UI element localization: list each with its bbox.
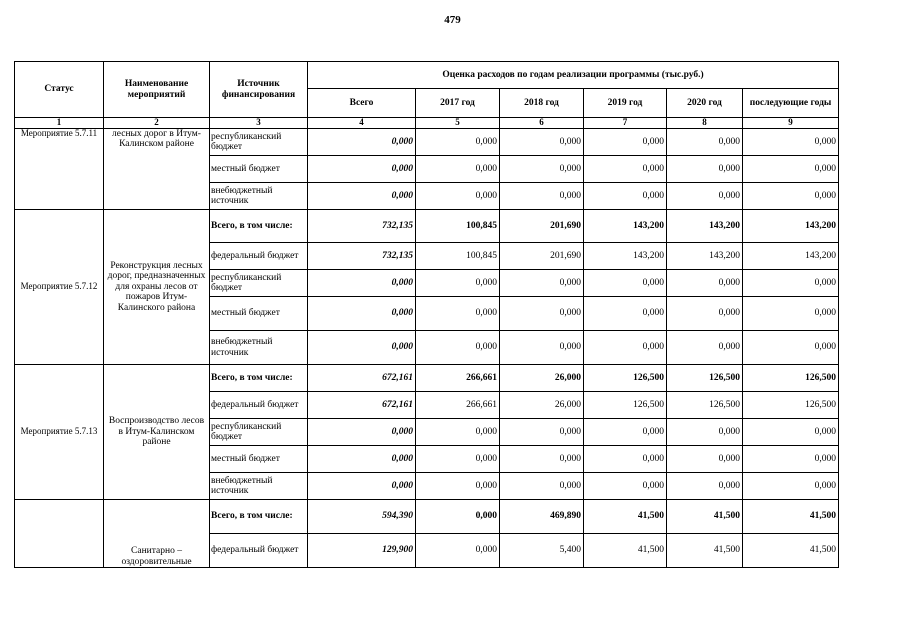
status-cell: Мероприятие 5.7.12 (15, 210, 104, 365)
year-value-cell: 0,000 (743, 156, 839, 183)
col-number: 9 (743, 118, 839, 129)
source-cell: внебюджетный источник (210, 183, 308, 210)
source-cell: Всего, в том числе: (210, 500, 308, 534)
year-value-cell: 469,890 (500, 500, 584, 534)
total-value-cell: 594,390 (308, 500, 416, 534)
total-value-cell: 0,000 (308, 270, 416, 297)
header-source: Источник финансирования (210, 62, 308, 118)
col-number: 4 (308, 118, 416, 129)
source-cell: республиканский бюджет (210, 270, 308, 297)
year-value-cell: 0,000 (584, 419, 667, 446)
year-value-cell: 0,000 (743, 129, 839, 156)
col-number: 6 (500, 118, 584, 129)
year-value-cell: 0,000 (416, 331, 500, 365)
total-value-cell: 0,000 (308, 473, 416, 500)
year-value-cell: 0,000 (667, 156, 743, 183)
year-value-cell: 0,000 (667, 331, 743, 365)
year-value-cell: 5,400 (500, 534, 584, 568)
col-number: 5 (416, 118, 500, 129)
total-value-cell: 0,000 (308, 446, 416, 473)
total-value-cell: 0,000 (308, 419, 416, 446)
year-value-cell: 0,000 (584, 156, 667, 183)
page-number: 479 (444, 14, 461, 26)
col-number: 7 (584, 118, 667, 129)
header-2017: 2017 год (416, 89, 500, 118)
year-value-cell: 0,000 (743, 419, 839, 446)
year-value-cell: 0,000 (743, 331, 839, 365)
total-value-cell: 0,000 (308, 156, 416, 183)
table-row (15, 365, 839, 392)
table-body (15, 129, 839, 568)
year-value-cell: 143,200 (743, 243, 839, 270)
table-row (15, 210, 839, 243)
year-value-cell: 0,000 (500, 331, 584, 365)
year-value-cell: 41,500 (743, 500, 839, 534)
year-value-cell: 0,000 (667, 183, 743, 210)
col-number: 1 (15, 118, 104, 129)
year-value-cell: 0,000 (500, 297, 584, 331)
source-cell: внебюджетный источник (210, 331, 308, 365)
status-cell (15, 500, 104, 568)
source-cell: республиканский бюджет (210, 129, 308, 156)
col-number: 2 (104, 118, 210, 129)
year-value-cell: 26,000 (500, 392, 584, 419)
year-value-cell: 41,500 (667, 500, 743, 534)
header-name: Наименование мероприятий (104, 62, 210, 118)
measure-name-cell: Реконструкция лесных дорог, предназначенных для охраны лесов от пожаров Итум-Калинского района (104, 210, 210, 365)
year-value-cell: 0,000 (584, 473, 667, 500)
year-value-cell: 266,661 (416, 365, 500, 392)
year-value-cell: 0,000 (416, 129, 500, 156)
year-value-cell: 41,500 (584, 534, 667, 568)
year-value-cell: 143,200 (743, 210, 839, 243)
year-value-cell: 0,000 (584, 297, 667, 331)
measure-name-cell: Санитарно – оздоровительные (104, 500, 210, 568)
header-2018: 2018 год (500, 89, 584, 118)
measure-name-cell: Воспроизводство лесов в Итум-Калинском районе (104, 365, 210, 500)
total-value-cell: 0,000 (308, 331, 416, 365)
year-value-cell: 0,000 (667, 473, 743, 500)
year-value-cell: 143,200 (584, 210, 667, 243)
year-value-cell: 0,000 (416, 534, 500, 568)
total-value-cell: 732,135 (308, 243, 416, 270)
table-row (15, 129, 839, 156)
total-value-cell: 732,135 (308, 210, 416, 243)
year-value-cell: 0,000 (584, 331, 667, 365)
year-value-cell: 126,500 (667, 365, 743, 392)
year-value-cell: 0,000 (584, 129, 667, 156)
header-total: Всего (308, 89, 416, 118)
year-value-cell: 0,000 (667, 270, 743, 297)
total-value-cell: 0,000 (308, 129, 416, 156)
col-number: 8 (667, 118, 743, 129)
col-number: 3 (210, 118, 308, 129)
year-value-cell: 143,200 (584, 243, 667, 270)
total-value-cell: 672,161 (308, 365, 416, 392)
year-value-cell: 0,000 (667, 129, 743, 156)
year-value-cell: 0,000 (584, 446, 667, 473)
year-value-cell: 126,500 (743, 392, 839, 419)
year-value-cell: 41,500 (667, 534, 743, 568)
year-value-cell: 0,000 (416, 297, 500, 331)
measure-name-cell: лесных дорог в Итум-Калинском районе (104, 129, 210, 210)
year-value-cell: 0,000 (500, 446, 584, 473)
year-value-cell: 0,000 (500, 473, 584, 500)
year-value-cell: 0,000 (667, 419, 743, 446)
total-value-cell: 129,900 (308, 534, 416, 568)
year-value-cell: 0,000 (667, 297, 743, 331)
year-value-cell: 126,500 (584, 392, 667, 419)
total-value-cell: 0,000 (308, 297, 416, 331)
year-value-cell: 201,690 (500, 243, 584, 270)
source-cell: Всего, в том числе: (210, 365, 308, 392)
year-value-cell: 26,000 (500, 365, 584, 392)
year-value-cell: 143,200 (667, 243, 743, 270)
year-value-cell: 126,500 (667, 392, 743, 419)
year-value-cell: 0,000 (500, 156, 584, 183)
year-value-cell: 0,000 (416, 183, 500, 210)
year-value-cell: 0,000 (743, 446, 839, 473)
header-2019: 2019 год (584, 89, 667, 118)
year-value-cell: 0,000 (743, 473, 839, 500)
year-value-cell: 201,690 (500, 210, 584, 243)
source-cell: внебюджетный источник (210, 473, 308, 500)
year-value-cell: 0,000 (743, 270, 839, 297)
year-value-cell: 0,000 (416, 446, 500, 473)
status-cell: Мероприятие 5.7.11 (15, 129, 104, 210)
header-estimate: Оценка расходов по годам реализации программы (тыс.руб.) (308, 62, 839, 89)
year-value-cell: 0,000 (416, 270, 500, 297)
year-value-cell: 0,000 (743, 183, 839, 210)
header-2020: 2020 год (667, 89, 743, 118)
year-value-cell: 0,000 (500, 183, 584, 210)
total-value-cell: 0,000 (308, 183, 416, 210)
status-cell: Мероприятие 5.7.13 (15, 365, 104, 500)
year-value-cell: 143,200 (667, 210, 743, 243)
source-cell: Всего, в том числе: (210, 210, 308, 243)
year-value-cell: 0,000 (500, 270, 584, 297)
table-row (15, 500, 839, 534)
year-value-cell: 0,000 (743, 297, 839, 331)
source-cell: местный бюджет (210, 156, 308, 183)
year-value-cell: 0,000 (500, 419, 584, 446)
year-value-cell: 41,500 (743, 534, 839, 568)
year-value-cell: 0,000 (584, 270, 667, 297)
year-value-cell: 0,000 (584, 183, 667, 210)
year-value-cell: 0,000 (500, 129, 584, 156)
source-cell: местный бюджет (210, 446, 308, 473)
header-status: Статус (15, 62, 104, 118)
source-cell: местный бюджет (210, 297, 308, 331)
source-cell: республиканский бюджет (210, 419, 308, 446)
budget-table (14, 61, 839, 568)
year-value-cell: 0,000 (416, 419, 500, 446)
year-value-cell: 0,000 (667, 446, 743, 473)
year-value-cell: 126,500 (584, 365, 667, 392)
year-value-cell: 0,000 (416, 473, 500, 500)
year-value-cell: 0,000 (416, 156, 500, 183)
total-value-cell: 672,161 (308, 392, 416, 419)
header-later: последующие годы (743, 89, 839, 118)
year-value-cell: 41,500 (584, 500, 667, 534)
source-cell: федеральный бюджет (210, 392, 308, 419)
source-cell: федеральный бюджет (210, 243, 308, 270)
year-value-cell: 100,845 (416, 243, 500, 270)
year-value-cell: 0,000 (416, 500, 500, 534)
source-cell: федеральный бюджет (210, 534, 308, 568)
year-value-cell: 266,661 (416, 392, 500, 419)
year-value-cell: 100,845 (416, 210, 500, 243)
year-value-cell: 126,500 (743, 365, 839, 392)
